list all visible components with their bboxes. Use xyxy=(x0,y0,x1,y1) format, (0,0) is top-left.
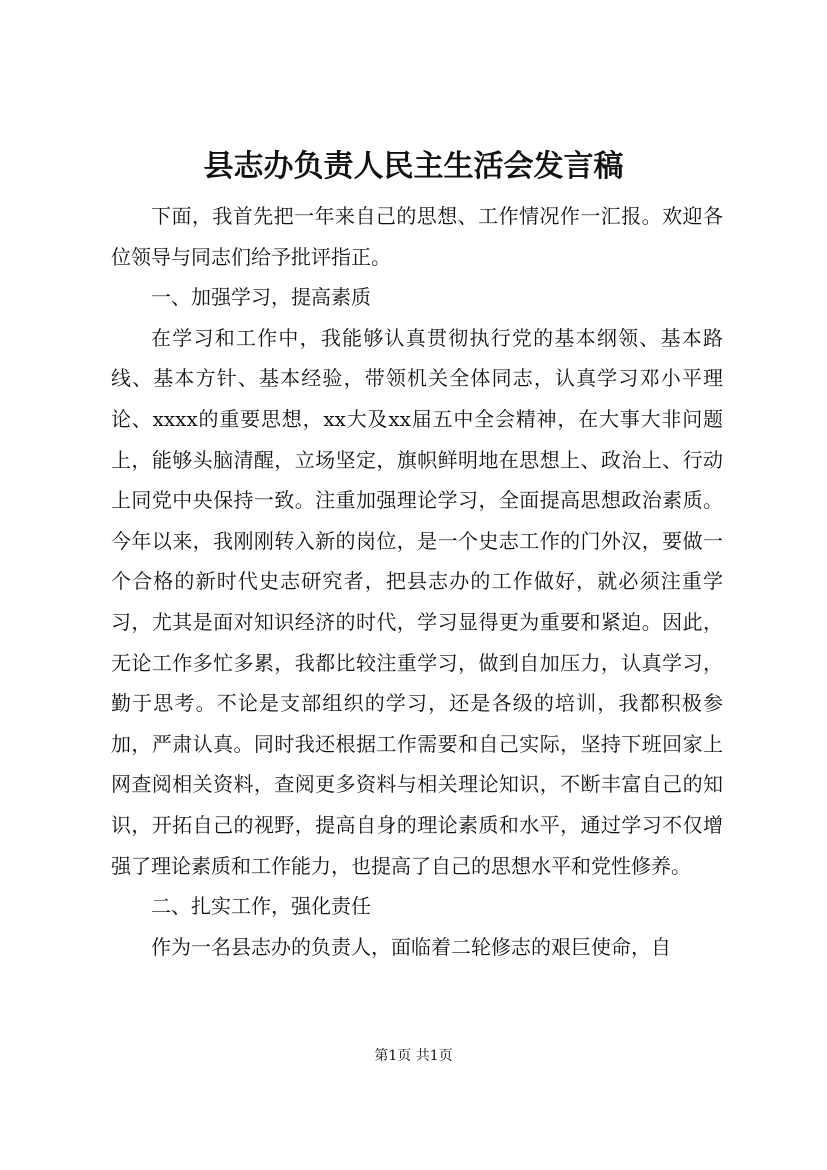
page-footer: 第1页 共1页 xyxy=(374,1048,453,1064)
section-2-paragraph: 作为一名县志办的负责人，面临着二轮修志的艰巨使命，自 xyxy=(151,934,671,959)
section-heading-2: 二、扎实工作，强化责任 xyxy=(151,894,371,919)
document-title: 县志办负责人民主生活会发言稿 xyxy=(203,149,624,184)
section-heading-1: 一、加强学习，提高素质 xyxy=(151,285,371,310)
intro-paragraph: 下面，我首先把一年来自己的思想、工作情况作一汇报。欢迎各位领导与同志们给予批评指正。 xyxy=(111,204,723,269)
document-body xyxy=(111,196,723,967)
section-1-paragraph: 在学习和工作中，我能够认真贯彻执行党的基本纲领、基本路线、基本方针、基本经验，带领机关全体同志，认真学习邓小平理论、xxxx的重要思想，xx大及xx届五中全会精神，在大事大非问题上，能够头脑清醒，立场坚定，旗帜鲜明地在思想上、政治上、行动上同党中央保持一致。注重加强理论学习，全面提高思想政治素质。今年以来，我刚刚转入新的岗位，是一个史志工作的门外汉，要做一个合格的新时代史志研究者，把县志办的工作做好，就必须注重学习，尤其是面对知识经济的时代，学习显得更为重要和紧迫。因此，无论工作多忙多累，我都比较注重学习，做到自加压力，认真学习，勤于思考。不论是支部组织的学习，还是各级的培训，我都积极参加，严肃认真。同时我还根据工作需要和自己实际，坚持下班回家上网查阅相关资料，查阅更多资料与相关理论知识，不断丰富自己的知识，开拓自己的视野，提高自身的理论素质和水平，通过学习不仅增强了理论素质和工作能力，也提高了自己的思想水平和党性修养。 xyxy=(111,325,723,878)
